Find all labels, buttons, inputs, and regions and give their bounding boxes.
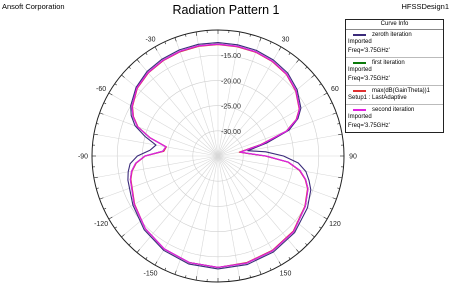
outer-tick [279, 262, 281, 265]
outer-tick [296, 59, 299, 62]
angle-tick-label: 150 [279, 270, 292, 278]
series-freq: Freq='3.75GHz' [348, 76, 390, 82]
outer-tick [319, 84, 321, 85]
outer-tick [165, 268, 166, 270]
series-source: Setup1 : LastAdaptive [348, 95, 407, 101]
outer-tick [196, 32, 197, 36]
angle-tick-label: 30 [281, 36, 290, 44]
legend-entry-second[interactable] [346, 105, 443, 132]
outer-tick [239, 276, 240, 280]
legend-entry-max-gain[interactable] [346, 86, 443, 105]
outer-tick [338, 177, 342, 178]
angle-tick-label: -90 [77, 153, 89, 161]
outer-tick [137, 249, 140, 252]
outer-tick [104, 103, 106, 104]
legend-entry-zeroth[interactable] [346, 30, 443, 58]
outer-tick [270, 42, 271, 44]
legend-entry-first[interactable] [346, 58, 443, 86]
outer-tick [115, 84, 117, 85]
series-source: Imported [348, 39, 372, 45]
outer-tick [279, 47, 281, 50]
outer-tick [324, 93, 327, 95]
outer-tick [311, 75, 314, 78]
series-freq: Freq='3.75GHz' [348, 123, 390, 129]
outer-tick [146, 257, 147, 259]
design-label: HFSSDesign1 [401, 2, 449, 11]
outer-tick [100, 198, 104, 199]
outer-tick [333, 113, 337, 114]
series-source: Imported [348, 114, 372, 120]
outer-tick [146, 53, 147, 55]
angle-tick-label: 120 [329, 221, 341, 228]
legend-title: Curve Info [346, 20, 443, 30]
outer-tick [260, 271, 261, 275]
outer-tick [104, 208, 106, 209]
series-freq: Freq='3.75GHz' [348, 48, 390, 54]
series-label: max(dB(GainTheta))1 [372, 88, 431, 94]
series-swatch [353, 109, 366, 111]
curve-info-legend[interactable] [345, 19, 444, 133]
polar-grid [92, 30, 344, 282]
outer-tick [129, 243, 131, 245]
outer-tick [155, 47, 157, 50]
outer-tick [109, 217, 112, 219]
outer-tick [94, 177, 98, 178]
angle-tick-label: -60 [96, 86, 107, 93]
outer-tick [305, 67, 307, 69]
outer-tick [270, 268, 271, 270]
outer-tick [330, 103, 332, 104]
outer-tick [155, 262, 157, 265]
outer-tick [165, 42, 166, 44]
chart-title: Radiation Pattern 1 [172, 3, 280, 17]
outer-tick [109, 93, 112, 95]
outer-tick [137, 59, 140, 62]
outer-tick [100, 113, 104, 114]
outer-tick [289, 53, 290, 55]
radial-tick-label: -15.00 [221, 53, 241, 61]
outer-tick [319, 227, 321, 228]
series-swatch [353, 62, 366, 64]
outer-tick [289, 257, 290, 259]
angle-tick-label: 90 [349, 153, 357, 161]
angle-tick-label: 60 [331, 86, 339, 93]
outer-tick [121, 234, 124, 237]
series-source: Imported [348, 67, 372, 73]
outer-tick [338, 134, 342, 135]
outer-tick [196, 276, 197, 280]
angle-tick-label: -150 [143, 270, 158, 278]
outer-tick [311, 234, 314, 237]
series-swatch [353, 34, 366, 36]
outer-tick [121, 75, 124, 78]
series-label: zeroth iteration [372, 32, 412, 38]
outer-tick [175, 38, 176, 42]
radial-tick-label: -30.00 [221, 128, 241, 136]
company-label: Ansoft Corporation [2, 2, 65, 11]
outer-tick [129, 67, 131, 69]
outer-tick [239, 32, 240, 36]
angle-tick-label: -30 [145, 36, 156, 44]
radial-tick-label: -25.00 [221, 103, 241, 111]
series-label: second iteration [372, 107, 415, 113]
outer-tick [175, 271, 176, 275]
outer-tick [305, 243, 307, 245]
outer-tick [115, 227, 117, 228]
radial-tick-label: -20.00 [221, 78, 241, 86]
outer-tick [94, 134, 98, 135]
series-label: first iteration [372, 60, 405, 66]
angle-tick-label: -120 [94, 221, 109, 228]
outer-tick [330, 208, 332, 209]
outer-tick [324, 217, 327, 219]
series-swatch [353, 90, 366, 92]
outer-tick [296, 249, 299, 252]
outer-tick [333, 198, 337, 199]
outer-tick [260, 38, 261, 42]
